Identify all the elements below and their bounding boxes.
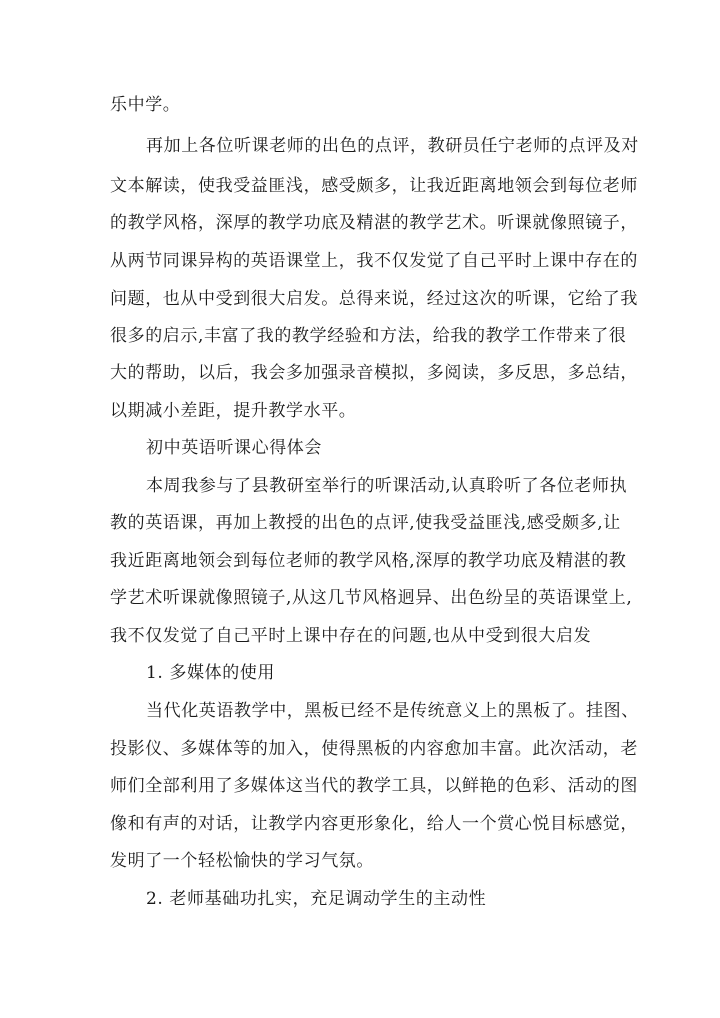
list-heading: 1. 多媒体的使用	[146, 663, 276, 683]
text-line: 教的英语课，再加上教授的出色的点评,使我受益匪浅,感受颇多,让	[110, 513, 621, 533]
text-line: 投影仪、多媒体等的加入，使得黑板的内容愈加丰富。此次活动，老	[110, 739, 638, 759]
text-line: 发明了一个轻松愉快的学习气氛。	[110, 851, 374, 871]
text-line: 我不仅发觉了自己平时上课中存在的问题,也从中受到很大启发	[110, 626, 592, 646]
text-line: 当代化英语教学中，黑板已经不是传统意义上的黑板了。挂图、	[146, 701, 639, 721]
section-heading: 初中英语听课心得体会	[146, 438, 322, 458]
text-line: 问题，也从中受到很大启发。总得来说，经过这次的听课，它给了我	[110, 289, 638, 309]
text-line: 像和有声的对话，让教学内容更形象化，给人一个赏心悦目标感觉，	[110, 814, 638, 834]
text-line: 再加上各位听课老师的出色的点评，教研员任宁老师的点评及对	[146, 136, 639, 156]
text-line: 我近距离地领会到每位老师的教学风格,深厚的教学功底及精湛的教	[110, 551, 627, 571]
text-line: 乐中学。	[110, 95, 181, 115]
text-line: 文本解读，使我受益匪浅，感受颇多，让我近距离地领会到每位老师	[110, 176, 638, 196]
text-line: 的教学风格，深厚的教学功底及精湛的教学艺术。听课就像照镜子，	[110, 213, 638, 233]
text-line: 很多的启示,丰富了我的教学经验和方法，给我的教学工作带来了很	[110, 326, 627, 346]
text-line: 从两节同课异构的英语课堂上，我不仅发觉了自己平时上课中存在的	[110, 251, 638, 271]
text-line: 大的帮助，以后，我会多加强录音模拟，多阅读，多反思，多总结，	[110, 363, 638, 383]
text-line: 本周我参与了县教研室举行的听课活动,认真聆听了各位老师执	[146, 476, 628, 496]
text-line: 学艺术听课就像照镜子,从这几节风格迥异、出色纷呈的英语课堂上,	[110, 588, 633, 608]
text-line: 以期减小差距，提升教学水平。	[110, 401, 357, 421]
text-line: 师们全部利用了多媒体这当代的教学工具，以鲜艳的色彩、活动的图	[110, 776, 638, 796]
list-heading: 2. 老师基础功扎实，充足调动学生的主动性	[146, 889, 487, 909]
